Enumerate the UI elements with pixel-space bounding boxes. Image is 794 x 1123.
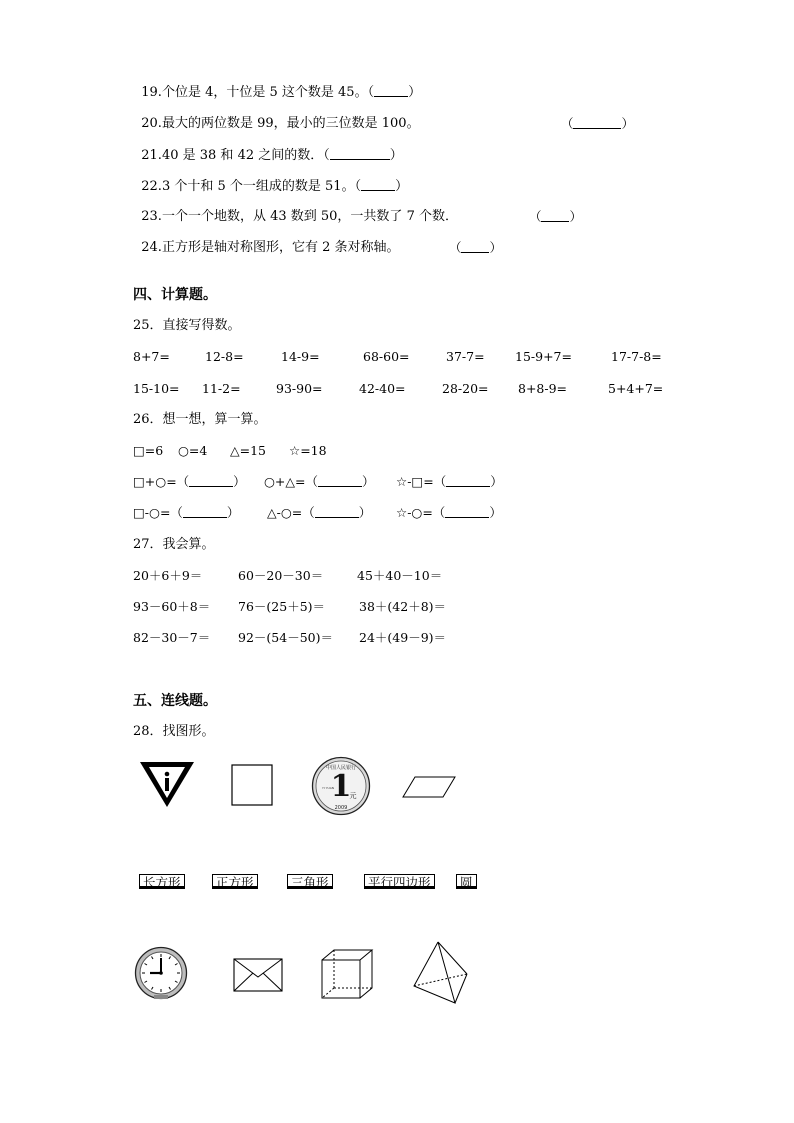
coin-icon[interactable] bbox=[311, 756, 371, 816]
question-27-title: 27．我会算。 bbox=[133, 537, 215, 552]
calc-item: 11-2= bbox=[202, 381, 241, 396]
section-4-heading: 四、计算题。 bbox=[133, 287, 217, 303]
svg-text:YI YUAN: YI YUAN bbox=[322, 786, 334, 790]
calc-item: 60－20－30＝ bbox=[238, 568, 324, 583]
svg-text:中国人民银行: 中国人民银行 bbox=[325, 765, 357, 771]
question-20-answer: （ ） bbox=[560, 116, 634, 131]
parallelogram-shape[interactable] bbox=[401, 775, 457, 799]
svg-text:2009: 2009 bbox=[334, 805, 348, 811]
question-26-title: 26．想一想，算一算。 bbox=[133, 412, 267, 427]
fill-item: ☆-○=（ ） bbox=[396, 505, 502, 520]
question-20 bbox=[133, 100, 420, 132]
fill-item: □-○=（ ） bbox=[133, 505, 240, 520]
question-number: 24. bbox=[141, 240, 162, 255]
calc-item: 15-9+7= bbox=[515, 349, 572, 364]
label-parallelogram[interactable]: 平行四边形 bbox=[364, 874, 435, 889]
calc-item: 92－(54－50)＝ bbox=[238, 630, 333, 645]
calc-item: 12-8= bbox=[205, 349, 244, 364]
tetrahedron-icon[interactable] bbox=[410, 940, 470, 1006]
square-shape[interactable] bbox=[231, 764, 273, 806]
calc-item: 8+8-9= bbox=[518, 381, 568, 396]
question-number: 20. bbox=[141, 116, 162, 131]
answer-blank[interactable] bbox=[315, 505, 359, 518]
calc-item: 28-20= bbox=[442, 381, 489, 396]
question-28-title: 28．找图形。 bbox=[133, 724, 215, 739]
svg-text:1: 1 bbox=[330, 769, 352, 804]
label-circle[interactable]: 圆 bbox=[456, 874, 477, 889]
calc-item: 37-7= bbox=[446, 349, 485, 364]
calc-item: 38＋(42＋8)＝ bbox=[359, 599, 447, 614]
question-25-title: 25．直接写得数。 bbox=[133, 318, 241, 333]
fill-item: △-○=（ ） bbox=[267, 505, 372, 520]
question-number: 19. bbox=[141, 85, 162, 100]
question-number: 21. bbox=[141, 148, 162, 163]
label-triangle[interactable]: 三角形 bbox=[287, 874, 333, 889]
given-value: ☆=18 bbox=[289, 443, 327, 458]
calc-item: 93-90= bbox=[276, 381, 323, 396]
calc-item: 68-60= bbox=[363, 349, 410, 364]
answer-blank[interactable] bbox=[541, 209, 569, 222]
question-text: 正方形是轴对称图形，它有 2 条对称轴。 bbox=[161, 240, 400, 255]
question-24-answer: （ ） bbox=[448, 240, 502, 255]
label-square[interactable]: 正方形 bbox=[212, 874, 258, 889]
calc-item: 93－60＋8＝ bbox=[133, 599, 211, 614]
answer-blank[interactable] bbox=[330, 147, 390, 160]
answer-blank[interactable] bbox=[374, 84, 408, 97]
given-value: ○=4 bbox=[178, 443, 208, 458]
answer-blank[interactable] bbox=[445, 505, 489, 518]
envelope-icon[interactable] bbox=[233, 958, 283, 992]
question-text: 3 个十和 5 个一组成的数是 51。 bbox=[161, 179, 355, 194]
answer-blank[interactable] bbox=[318, 474, 362, 487]
calc-item: 82－30－7＝ bbox=[133, 630, 211, 645]
fill-item: □+○=（ ） bbox=[133, 474, 246, 489]
label-rectangle[interactable]: 长方形 bbox=[139, 874, 185, 889]
question-number: 22. bbox=[141, 179, 162, 194]
question-text: 个位是 4，十位是 5 这个数是 45。 bbox=[161, 85, 368, 100]
given-value: □=6 bbox=[133, 443, 164, 458]
fill-item: ☆-□=（ ） bbox=[396, 474, 503, 489]
svg-text:元: 元 bbox=[349, 792, 357, 800]
warning-sign-icon[interactable] bbox=[138, 760, 196, 810]
question-text: 40 是 38 和 42 之间的数． bbox=[161, 148, 324, 163]
question-21: 21.40 是 38 和 42 之间的数．（ ） bbox=[141, 148, 403, 163]
cube-icon[interactable] bbox=[320, 948, 374, 1000]
question-19: 19.个位是 4，十位是 5 这个数是 45。（ ） bbox=[141, 85, 422, 100]
calc-item: 45＋40－10＝ bbox=[357, 568, 443, 583]
question-23 bbox=[133, 193, 458, 225]
answer-blank[interactable] bbox=[573, 116, 621, 129]
calc-item: 17-7-8= bbox=[611, 349, 662, 364]
calc-item: 24＋(49－9)＝ bbox=[359, 630, 447, 645]
calc-item: 15-10= bbox=[133, 381, 180, 396]
section-5-heading: 五、连线题。 bbox=[133, 693, 217, 709]
calc-item: 76－(25＋5)＝ bbox=[238, 599, 326, 614]
calc-item: 14-9= bbox=[281, 349, 320, 364]
answer-blank[interactable] bbox=[189, 474, 233, 487]
given-value: △=15 bbox=[230, 443, 266, 458]
answer-blank[interactable] bbox=[183, 505, 227, 518]
question-text: 一个一个地数，从 43 数到 50，一共数了 7 个数． bbox=[161, 209, 458, 224]
answer-blank[interactable] bbox=[446, 474, 490, 487]
answer-blank[interactable] bbox=[361, 178, 395, 191]
calc-item: 5+4+7= bbox=[608, 381, 664, 396]
question-24 bbox=[133, 224, 400, 256]
calc-item: 8+7= bbox=[133, 349, 170, 364]
question-23-answer: （ ） bbox=[528, 209, 582, 224]
answer-blank[interactable] bbox=[461, 240, 489, 253]
question-number: 23. bbox=[141, 209, 162, 224]
question-text: 最大的两位数是 99，最小的三位数是 100。 bbox=[161, 116, 420, 131]
clock-icon[interactable] bbox=[134, 946, 188, 1000]
calc-item: 42-40= bbox=[359, 381, 406, 396]
question-22: 22.3 个十和 5 个一组成的数是 51。（ ） bbox=[141, 179, 409, 194]
calc-item: 20＋6＋9＝ bbox=[133, 568, 203, 583]
fill-item: ○+△=（ ） bbox=[264, 474, 375, 489]
